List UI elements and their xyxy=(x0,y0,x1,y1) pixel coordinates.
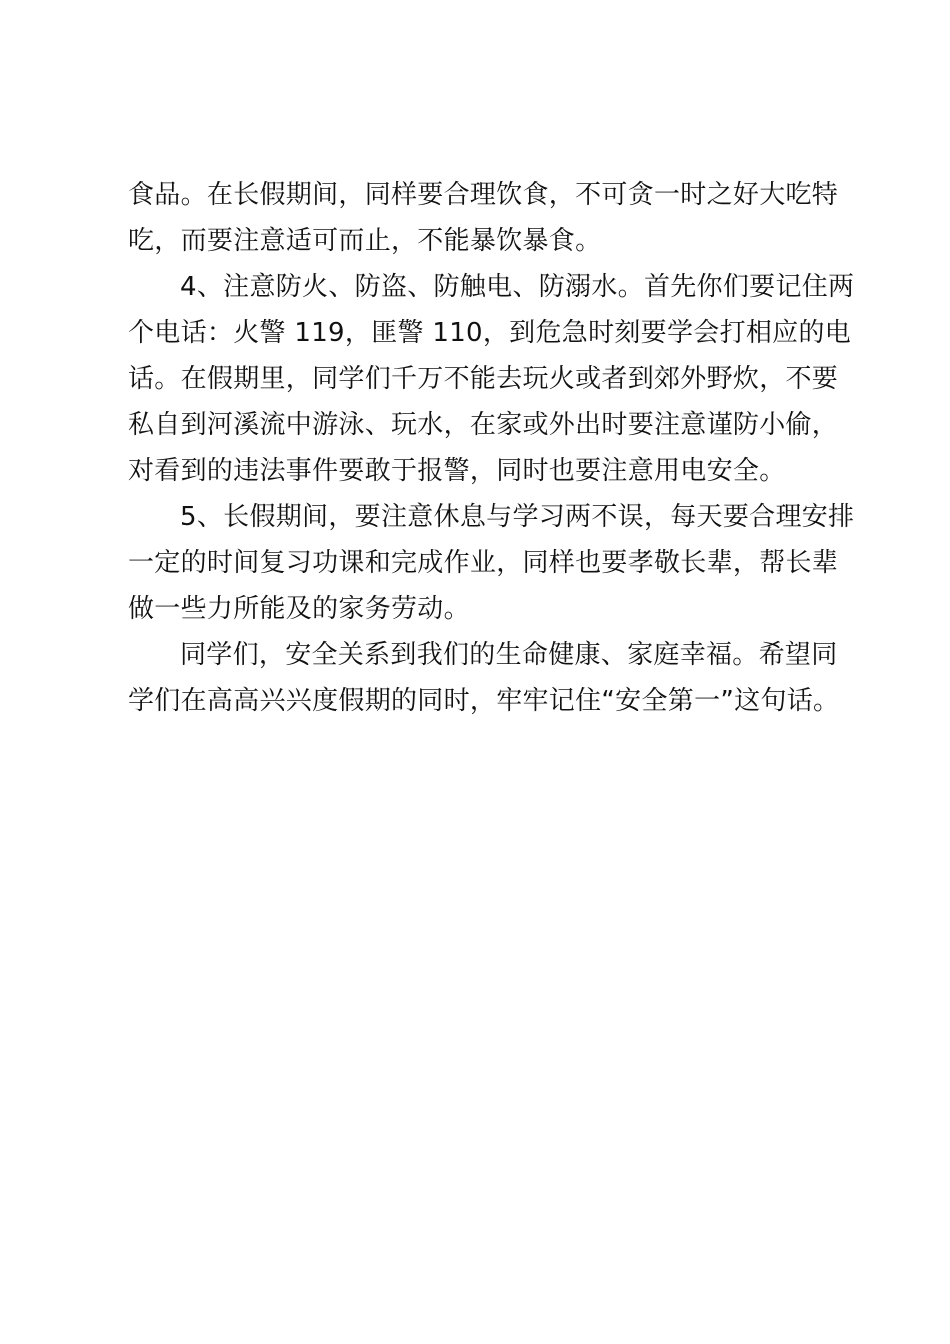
text-line: 私自到河溪流中游泳、玩水，在家或外出时要注意谨防小偷， xyxy=(128,410,839,440)
text-line: 一定的时间复习功课和完成作业，同样也要孝敬长辈，帮长辈 xyxy=(128,548,839,578)
paragraph-start-line: 同学们，安全关系到我们的生命健康、家庭幸福。希望同 xyxy=(180,640,838,670)
document-body xyxy=(128,172,855,724)
paragraph-start-line: 4、注意防火、防盗、防触电、防溺水。首先你们要记住两 xyxy=(180,272,855,302)
text-line: 话。在假期里，同学们千万不能去玩火或者到郊外野炊，不要 xyxy=(128,364,839,394)
paragraph-start-line: 5、长假期间，要注意休息与学习两不误，每天要合理安排 xyxy=(180,502,855,532)
text-line: 对看到的违法事件要敢于报警，同时也要注意用电安全。 xyxy=(128,456,786,486)
text-line: 学们在高高兴兴度假期的同时，牢牢记住“安全第一”这句话。 xyxy=(128,686,840,716)
text-line: 做一些力所能及的家务劳动。 xyxy=(128,594,470,624)
text-line: 个电话：火警 119，匪警 110，到危急时刻要学会打相应的电 xyxy=(128,318,852,348)
text-line: 吃，而要注意适可而止，不能暴饮暴食。 xyxy=(128,226,602,256)
text-line: 食品。在长假期间，同样要合理饮食，不可贪一时之好大吃特 xyxy=(128,180,839,210)
